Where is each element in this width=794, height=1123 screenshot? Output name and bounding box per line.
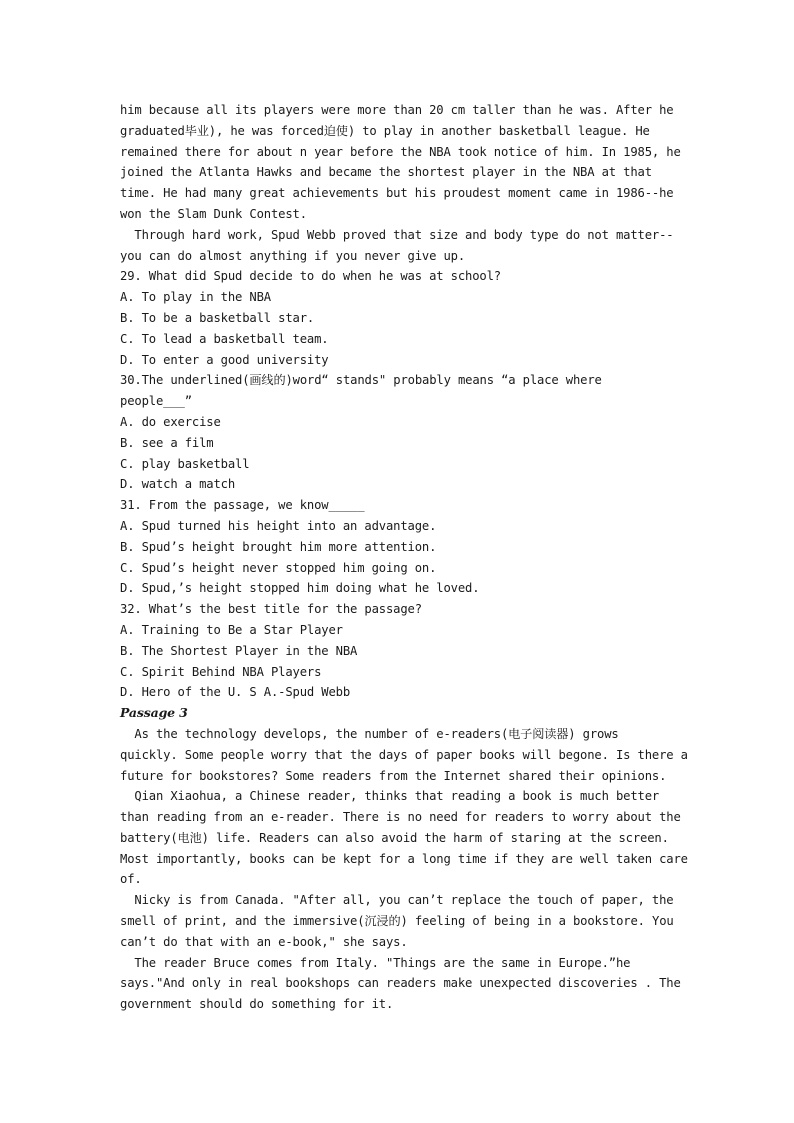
text-line: than reading from an e-reader. There is no need for readers to worry about the: [120, 810, 681, 825]
text-line: him because all its players were more than 20 cm taller than he was. After he: [120, 103, 674, 117]
passage-heading: Passage 3: [120, 705, 188, 721]
text-line: Through hard work, Spud Webb proved that size and body type do not matter--: [120, 227, 674, 242]
text-line: government should do something for it.: [120, 997, 394, 1012]
question-prompt: 31. From the passage, we know_____: [120, 498, 365, 513]
passage-3: [120, 703, 688, 1015]
text-line: joined the Atlanta Hawks and became the shortest player in the NBA at that: [120, 165, 652, 180]
text-line: won the Slam Dunk Contest.: [120, 206, 307, 221]
question-prompt: 30.The underlined(画线的)word“ stands" probably means “a place where: [120, 373, 602, 388]
text-line: Nicky is from Canada. "After all, you can’t replace the touch of paper, the: [120, 893, 674, 908]
question-32: [120, 599, 680, 703]
question-prompt: 29. What did Spud decide to do when he was at school?: [120, 269, 501, 284]
text-line: Most importantly, books can be kept for a long time if they are well taken care: [120, 851, 688, 866]
text-line: graduated毕业), he was forced迫使) to play in another basketball league. He: [120, 123, 650, 138]
text-line: quickly. Some people worry that the days of paper books will begone. Is there a: [120, 747, 688, 762]
answer-option: B. Spud’s height brought him more attention.: [120, 539, 437, 554]
text-line: time. He had many great achievements but his proudest moment came in 1986--he: [120, 186, 674, 201]
answer-option: C. Spud’s height never stopped him going on.: [120, 560, 437, 575]
text-line: As the technology develops, the number of e-readers(电子阅读器) grows: [120, 726, 619, 741]
text-line: smell of print, and the immersive(沉浸的) feeling of being in a bookstore. You: [120, 914, 674, 929]
answer-option: C. Spirit Behind NBA Players: [120, 664, 322, 679]
text-line: battery(电池) life. Readers can also avoid the harm of staring at the screen.: [120, 830, 669, 845]
text-line: says."And only in real bookshops can readers make unexpected discoveries . The: [120, 976, 681, 991]
answer-option: C. play basketball: [120, 456, 250, 471]
passage-2-continuation: [120, 100, 680, 266]
answer-option: C. To lead a basketball team.: [120, 331, 329, 346]
text-line: can’t do that with an e-book," she says.: [120, 934, 408, 949]
answer-option: D. watch a match: [120, 477, 235, 492]
answer-option: D. Hero of the U. S A.-Spud Webb: [120, 685, 350, 700]
answer-option: B. see a film: [120, 435, 214, 450]
text-line: of.: [120, 872, 142, 887]
answer-option: A. Spud turned his height into an advantage.: [120, 518, 437, 533]
answer-option: A. Training to Be a Star Player: [120, 622, 343, 637]
document-page: [120, 100, 688, 1015]
question-prompt: 32. What’s the best title for the passage?: [120, 602, 422, 617]
answer-option: D. To enter a good university: [120, 352, 329, 367]
question-31: [120, 495, 680, 599]
text-line: remained there for about n year before the NBA took notice of him. In 1985, he: [120, 144, 681, 159]
answer-option: B. The Shortest Player in the NBA: [120, 643, 358, 658]
question-29: [120, 266, 680, 370]
text-line: you can do almost anything if you never give up.: [120, 248, 465, 263]
text-line: future for bookstores? Some readers from the Internet shared their opinions.: [120, 768, 667, 783]
text-line: Qian Xiaohua, a Chinese reader, thinks that reading a book is much better: [120, 789, 660, 804]
answer-option: A. To play in the NBA: [120, 290, 271, 305]
text-line: The reader Bruce comes from Italy. "Things are the same in Europe.”he: [120, 955, 631, 970]
answer-option: B. To be a basketball star.: [120, 310, 315, 325]
answer-option: D. Spud,’s height stopped him doing what he loved.: [120, 581, 480, 596]
question-30: [120, 370, 680, 495]
question-prompt: people___”: [120, 394, 192, 409]
answer-option: A. do exercise: [120, 414, 221, 429]
